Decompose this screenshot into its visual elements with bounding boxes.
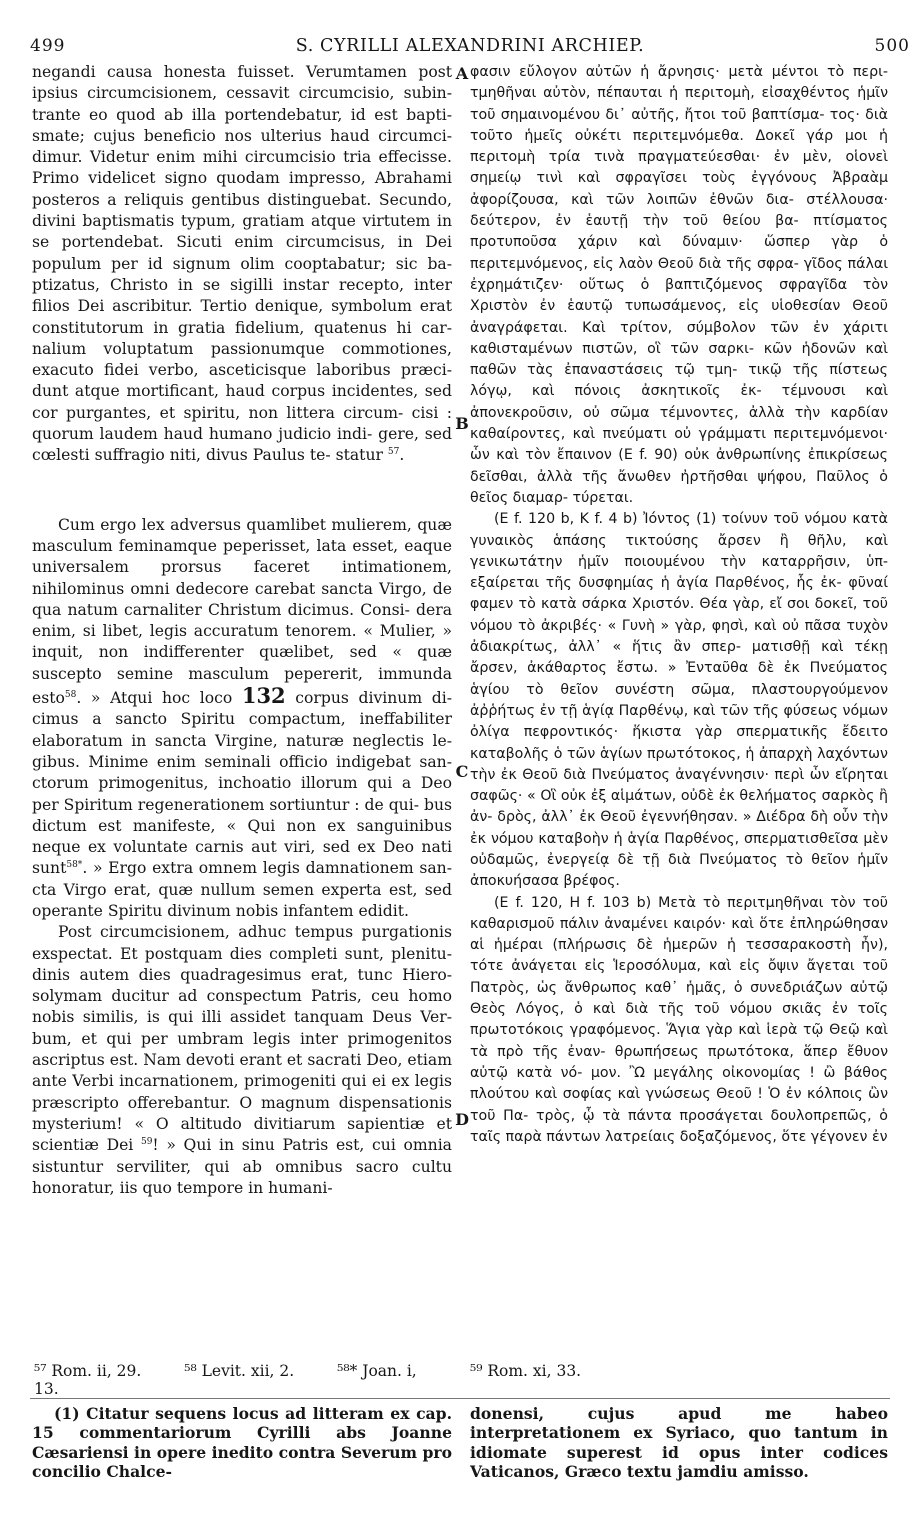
- line: Cum ergo lex adversus quamlibet mulierem,: [58, 515, 412, 534]
- latin-paragraph-1: negandi causa honesta fuisset. Verumtamen post ipsius circumcisionem, cessavit circumcisio, subin- trante eo quod ab illa portendebatur, id est bapti- smate; cujus beneficio nos ulterius haud circumci- dimur. Videtur enim mihi circumcisio tria effecisse. Primo videlicet signo quodam impresso, Abrahami posteros a reliquis gentibus distinguebat. Secundo, divini baptismatis typum, gratiam atque virtutem in se portendebat. Sicuti enim circumcisus, in Dei populum per id signum olim cooptabatur; sic ba- ptizatus, Christo in se sigilli instar recepto, inter filios Dei ascribitur. Tertio denique, symbolum erat constitutorum in gratia fidelium, quatenus hi car- nalium voluptatum passionumque commotiones, exacuto fidei verbo, asceticisque laboribus præci- dunt atque mortificant, haud corpus incidentes, sed cor purgantes, et spiritu, non littera circum- cisi : quorum laudem haud humano judicio indi- gere, sed cœlesti suffragio niti, divus Paulus te- statur $^{57}$.: [32, 63, 453, 465]
- line: οἱονεὶ σημείῳ τινὶ καὶ σφραγῖσει τοὺς ἐγγόνους: [470, 149, 888, 187]
- line: ἁγίων πρωτότοκος, ἡ ἀπαρχὴ λαχόντων τὴν ἐκ Θεοῦ: [470, 745, 888, 783]
- latin-paragraph-3: [32, 922, 452, 1199]
- line: δὲ ἐκ Πνεύματος ἁγίου τὸ θεῖον συνέστη σῶμα,: [470, 660, 888, 698]
- latin-column: [32, 62, 452, 1199]
- page-header: [30, 32, 910, 62]
- line: exacuto fidei verbo, asceticisque laboribus præci-: [32, 361, 452, 380]
- line: ἐπληρώθησαν αἱ ἡμέραι (πλήρωσις δὲ ἡμερῶν ἡ: [470, 915, 888, 954]
- line: gibus. Minime enim seminali officio indigebat san-: [32, 752, 452, 771]
- line: 90) οὐκ ἀνθρωπίνης ἐπικρίσεως δεῖσθαι, ἀλλὰ τῆς: [470, 447, 888, 485]
- line: πλαστουργούμενον ἀῤῥήτως ἐν τῇ ἁγίᾳ Παρθένῳ,: [470, 681, 888, 719]
- line: commentariorum Cyrilli abs Joanne Cæsariensi in: [32, 1423, 452, 1462]
- line: nihilominus omni dedecore carebat sancta Virgo,: [32, 579, 427, 598]
- line: dispensationis mysterium! « O altitudo divitiarum: [32, 1093, 452, 1133]
- line: ἀλλὰ τὴν καρδίαν καθαίροντες, καὶ πνεύματι οὐ: [470, 404, 889, 443]
- line: quæ masculum feminamque peperisset, lata esset,: [32, 515, 452, 555]
- line: sed cor purgantes, et spiritu, non littera circum-: [32, 382, 452, 422]
- footnote-text: [470, 1404, 888, 1482]
- line: corpus divinum di-: [285, 689, 452, 708]
- line: σφραγῖδα τὸν Χριστὸν ἐν ἑαυτῷ τυπωσάμενος, εἰς: [470, 276, 888, 315]
- line: in se portendebat. Sicuti enim circumcisus, in Dei: [32, 212, 452, 252]
- line: Ἅγια γὰρ καὶ ἱερὰ τῷ Θεῷ καὶ τὰ πρὸ τῆς ἐναν-: [470, 1022, 888, 1060]
- line: ἡμῖν τοῦ σημαινομένου δι᾽ αὐτῆς, ἤτοι τοῦ βαπτίσμα-: [470, 85, 888, 123]
- line: τῶν ἐν χάριτι καθισταμένων πιστῶν, οἳ τῶν σαρκι-: [470, 319, 888, 357]
- line: ipsius circumcisionem, cessavit circumcisio, subin-: [32, 84, 452, 103]
- footnote-ref: 59: [140, 1137, 153, 1148]
- margin-letter-d: D: [455, 1110, 469, 1129]
- line: τέμνουσι καὶ ἀπονεκροῦσιν, οὐ σῶμα τέμνοντες,: [470, 383, 889, 421]
- greek-paragraph-2: [470, 509, 888, 892]
- line: ascriptus est. Nam devoti erant et sacrati Deo,: [32, 1051, 403, 1070]
- column-marker: 132: [241, 683, 286, 709]
- scripture-ref: ⁵⁸* Joan. i, 13.: [34, 1362, 417, 1398]
- greek-paragraph-1: [470, 62, 888, 509]
- line: τμηθῆναι αὐτὸν, πέπαυται ἡ περιτομὴ, εἰσαχθέντος: [470, 85, 851, 102]
- line: τικῷ τῆς πίστεως λόγῳ, καὶ πόνοις ἀσκητικοῖς ἐκ-: [470, 362, 888, 400]
- line: ἡμῖν ἀποκυήσασα βρέφος.: [470, 851, 889, 890]
- line: γῖδος πάλαι ἐχρημάτιζεν· οὕτως ὁ βαπτιζόμενος: [470, 255, 889, 293]
- line: per Spiritum regenerationem sortiuntur : de qui-: [32, 795, 419, 814]
- line: bus dictum est manifeste, « Qui non ex sanguinibus: [32, 795, 453, 835]
- running-title: S. CYRILLI ALEXANDRINI ARCHIEP.: [295, 36, 645, 56]
- line: nobis similis, is qui illi assidet tanquam Deus Ver-: [32, 1008, 452, 1027]
- line: . » Ergo extra omnem legis damnationem san-: [82, 859, 452, 878]
- line: trante eo quod ab illa portendebatur, id est bapti-: [32, 105, 452, 124]
- line: populum per id signum olim cooptabatur; sic ba-: [32, 254, 452, 273]
- line: ματισθῇ καὶ τέκῃ ἄρσεν, ἀκάθαρτος ἔστω. » Ἐνταῦθα: [470, 639, 888, 677]
- line: nalium voluptatum passionumque commotiones,: [32, 339, 452, 358]
- line: cta Virgo erat, quæ nullum semen experta est, sed: [32, 880, 452, 899]
- line: τοῦ νόμου σκιᾶς ἐν τοῖς πρωτοτόκοις γραφόμενος.: [470, 1001, 888, 1039]
- footnote-right: [470, 1404, 888, 1482]
- scripture-refs-left: [34, 1362, 454, 1398]
- line: τοῦ καθαρισμοῦ πάλιν ἀναμένει καιρόν· καὶ ὅτε: [470, 894, 888, 932]
- margin-letter-b: B: [455, 414, 469, 433]
- line: smate; cujus beneficio nos ulterius haud circumci-: [32, 126, 452, 145]
- line: divini baptismatis typum, gratiam atque virtutem: [32, 212, 431, 231]
- line: negandi causa honesta fuisset. Verumtamen post: [32, 63, 452, 81]
- line: « quæ suscepto semine masculum pepererit, immunda: [32, 643, 452, 683]
- line: opere inedito contra Severum pro concilio Chalce-: [32, 1442, 453, 1482]
- line: constitutorum in gratia fidelium, quatenus hi car-: [32, 318, 452, 337]
- line: ! » Qui in sinu Patris: [152, 1136, 329, 1155]
- line: σοι δοκεῖ, τοῦ νόμου τὸ ἀκριβές· « Γυνὴ » γὰρ, φησὶ,: [470, 596, 889, 634]
- line: bum, et qui per umbram legis inter primogenitos: [32, 1029, 452, 1048]
- line: εξαίρεται τῆς δυσφημίας ἡ ἁγία Παρθένος, ἧς ἐκ-: [470, 575, 842, 592]
- line: φῦναί φαμεν τὸ κατὰ σάρκα Χριστόν. Θέα γὰρ, εἴ: [470, 575, 888, 613]
- line: de qua natum carnaliter Christum dicimus. Consi-: [32, 579, 452, 619]
- line: ἥκιστα γὰρ σπερματικῆς ἔδειτο καταβολῆς ὁ τῶν: [470, 724, 888, 762]
- line: διὰ Πνεύματος ἀναγέννησιν· περὶ ὧν εἴρηται σαφῶς·: [470, 766, 889, 805]
- line: neque ex voluntate carnis aut viri, sed ex Deo nati: [32, 838, 452, 857]
- line: δρὸς, ἀλλ᾽ ἐκ Θεοῦ ἐγεννήθησαν. » Διέδρα δὴ οὖν τὴν: [497, 809, 888, 826]
- line: . » Atqui hoc loco: [76, 689, 242, 708]
- footnote-text: [32, 1404, 452, 1482]
- page-number-right: 500: [874, 36, 910, 56]
- line: est, cui omnia sistuntur serviliter, qui ab omnibus: [32, 1136, 452, 1176]
- line: « Οἳ οὐκ ἐξ αἱμάτων, οὐδὲ ἐκ θελήματος σαρκὸς ἢ ἀν-: [470, 788, 888, 826]
- scripture-ref: ⁵⁷ Rom. ii, 29.: [34, 1362, 142, 1380]
- line: Syriaco, quo tantum in idiomate superest id opus: [470, 1423, 888, 1462]
- line: donensi, cujus apud me habeo interpretationem ex: [470, 1404, 888, 1443]
- line: θρωπήσεως πρωτότοκα, ἅπερ ἔθυον αὐτῷ κατὰ νό-: [470, 1043, 889, 1081]
- line: Primo videlicet signo quodam impresso, Abrahami: [32, 169, 452, 188]
- footnote-ref: 58: [64, 690, 77, 701]
- line: μον. Ὢ μεγάλης οἰκονομίας ! ὢ βάθος πλούτου καὶ: [470, 1064, 888, 1103]
- line: ptizatus, Christo in se sigilli instar recepto, inter: [32, 275, 452, 294]
- line: inter codices Vaticanos, Græco textu jamdiu amisso.: [470, 1442, 888, 1482]
- line: cisi : quorum laudem haud humano judicio indi-: [32, 403, 453, 444]
- scripture-ref: ⁵⁸ Levit. xii, 2.: [184, 1362, 295, 1380]
- line: exspectat. Et postquam dies completi sunt, plenitu-: [32, 944, 452, 963]
- line: « Mulier, » inquit, non indifferenter quælibet, sed: [32, 622, 452, 662]
- line: elaboratum in sancta Virgine, naturæ neglectis le-: [32, 731, 452, 750]
- line: dimur. Videtur enim mihi circumcisio tria effecisse.: [32, 148, 452, 167]
- line: υἱοθεσίαν Θεοῦ ἀναγράφεται. Καὶ τρίτον, σύμβολον: [470, 298, 889, 336]
- margin-letter-c: C: [455, 762, 469, 781]
- line: sapientiæ et scientiæ Dei: [32, 1114, 452, 1155]
- line: dinis autem dies quadragesimus erat, tunc Hiero-: [32, 965, 452, 984]
- line: παρὰ πάντων λατρείαις δοξαζόμενος, ὅτε γέγονεν ἐν: [505, 1128, 888, 1145]
- line: etiam ante Verbi incarnationem, primogeniti qui: [32, 1051, 452, 1091]
- line: gere, sed cœlesti suffragio niti, divus Paulus te-: [32, 425, 453, 465]
- line: filios Dei ascribitur. Tertio denique, symbolum erat: [32, 297, 452, 316]
- line: κατὰ γυναικὸς ἁπάσης τικτούσης ἄρσεν ἢ θῆλυ, καὶ: [470, 511, 888, 549]
- line: καὶ εἰς ὄψιν ἄγεται τοῦ Πατρὸς, ὡς ἄνθρωπος καθ᾽: [470, 958, 888, 996]
- line: Post circumcisionem, adhuc tempus purgationis: [58, 923, 452, 942]
- line: πτίσματος προτυποῦσα χάριν καὶ δύναμιν· ὥσπερ: [470, 213, 888, 251]
- footnote-divider: [30, 1398, 890, 1399]
- line: γὰρ ὁ περιτεμνόμενος, εἰς λαὸν Θεοῦ διὰ τῆς σφρα-: [470, 234, 888, 272]
- scripture-ref: ⁵⁹ Rom. xi, 33.: [470, 1362, 582, 1380]
- line: posteros a reliquis gentibus distinguebat. Secundo,: [32, 190, 452, 209]
- line: μὲν οὐδαμῶς, ἐνεργείᾳ δὲ τῇ διὰ Πνεύματος τὸ θεῖον: [470, 830, 888, 868]
- margin-letter-a: A: [455, 64, 469, 83]
- line: sacro cultu honoratur, iis quo tempore in humani-: [32, 1157, 452, 1197]
- line: operante Spiritu divinum nobis infantem edidit.: [32, 901, 409, 920]
- line: γενικωτάτην ἡμῖν ποιουμένου τὴν καταρρῆσιν, ὑπ-: [470, 553, 888, 570]
- line: ἡμᾶς, ὁ συνεδριάζων αὐτῷ Θεὸς Λόγος, ὁ καὶ διὰ τῆς: [470, 979, 889, 1018]
- line: ἐκ νόμου καταβοὴν ἡ ἁγία Παρθένος, σπερματισθεῖσα: [470, 830, 859, 847]
- line: μοι ἡ περιτομὴ τρία τινὰ πραγματεύεσθαι· ἐν μὲν,: [470, 127, 888, 166]
- line: καὶ οὐ πᾶσα τυχὸν ἀδιακρίτως, ἀλλ᾽ « ἥτις ἂν σπερ-: [470, 617, 888, 656]
- line: dunt atque mortificant, haud corpus incidentes,: [32, 382, 419, 401]
- line: τύρεται.: [572, 489, 634, 506]
- line: φασιν εὔλογον αὐτῶν ἡ ἄρνησις· μετὰ μέντοι τὸ περι-: [470, 64, 888, 80]
- line: τος· διὰ τοῦτο ἡμεῖς οὐκέτι περιτεμνόμεθα. Δοκεῖ γάρ: [470, 106, 889, 144]
- greek-paragraph-3: [470, 893, 888, 1149]
- line: eaque universalem prorsus faceret intimationem,: [32, 536, 452, 577]
- line: cimus a sancto Spiritu compactum, ineffabiliter: [32, 710, 452, 729]
- line: γράμματι περιτεμνόμενοι· ὧν καὶ τὸν ἔπαινον (E f.: [470, 426, 889, 464]
- line: dera enim, si libet, legis accuratum tenorem.: [32, 600, 452, 641]
- line: καὶ τῶν τῆς φύσεως νόμων ὀλίγα πεφροντικός·: [470, 702, 888, 741]
- line: (E f. 120, H f. 103 b) Μετὰ τὸ περιτμηθῆναι τὸν: [494, 894, 856, 911]
- footnote-ref: 57: [387, 447, 400, 458]
- line: ἄνωθεν ἠρτῆσθαι ψήφου, Παῦλος ὁ θεῖος διαμαρ-: [470, 468, 888, 506]
- line: (E f. 120 b, K f. 4 b) Ἰόντος (1) τοίνυν τοῦ νόμου: [494, 511, 847, 528]
- line: sunt: [32, 859, 67, 878]
- line: statur: [335, 446, 388, 465]
- line: τεσσαρακοστὴ ἦν), τότε ἀνάγεται εἰς Ἱεροσόλυμα,: [470, 937, 888, 975]
- page-number-left: 499: [30, 36, 66, 56]
- scripture-refs-right: [470, 1362, 581, 1380]
- line: solymam ducitur ad conspectum Patris, ceu homo: [32, 987, 452, 1006]
- line: ctorum primogenitus, inchoatio illorum qui a Deo: [32, 774, 452, 793]
- line: στέλλουσα· δεύτερον, ἐν ἑαυτῇ τὴν τοῦ θείου βα-: [470, 191, 889, 230]
- line: κῶν ἡδονῶν καὶ παθῶν τὰς ἐπαναστάσεις τῷ τμη-: [470, 340, 888, 379]
- line: σοφίας καὶ γνώσεως Θεοῦ ! Ὁ ἐν κόλποις ὢν τοῦ Πα-: [470, 1086, 888, 1124]
- line: ei ex legis præscripto offerebantur. O magnum: [32, 1072, 452, 1112]
- line: Ἀβραὰμ ἀφορίζουσα, καὶ τῶν λοιπῶν ἐθνῶν δια-: [470, 170, 889, 208]
- latin-paragraph-2: [32, 515, 452, 923]
- footnote-left: [32, 1404, 452, 1482]
- greek-column: [470, 62, 888, 1148]
- line: (1) Citatur sequens locus ad litteram ex cap. 15: [32, 1404, 452, 1443]
- line: τρὸς, ᾧ τὰ πάντα προσάγεται δουλοπρεπῶς, ὁ ταῖς: [470, 1107, 888, 1145]
- line: esto: [32, 689, 65, 708]
- footnote-ref: 58*: [66, 860, 83, 871]
